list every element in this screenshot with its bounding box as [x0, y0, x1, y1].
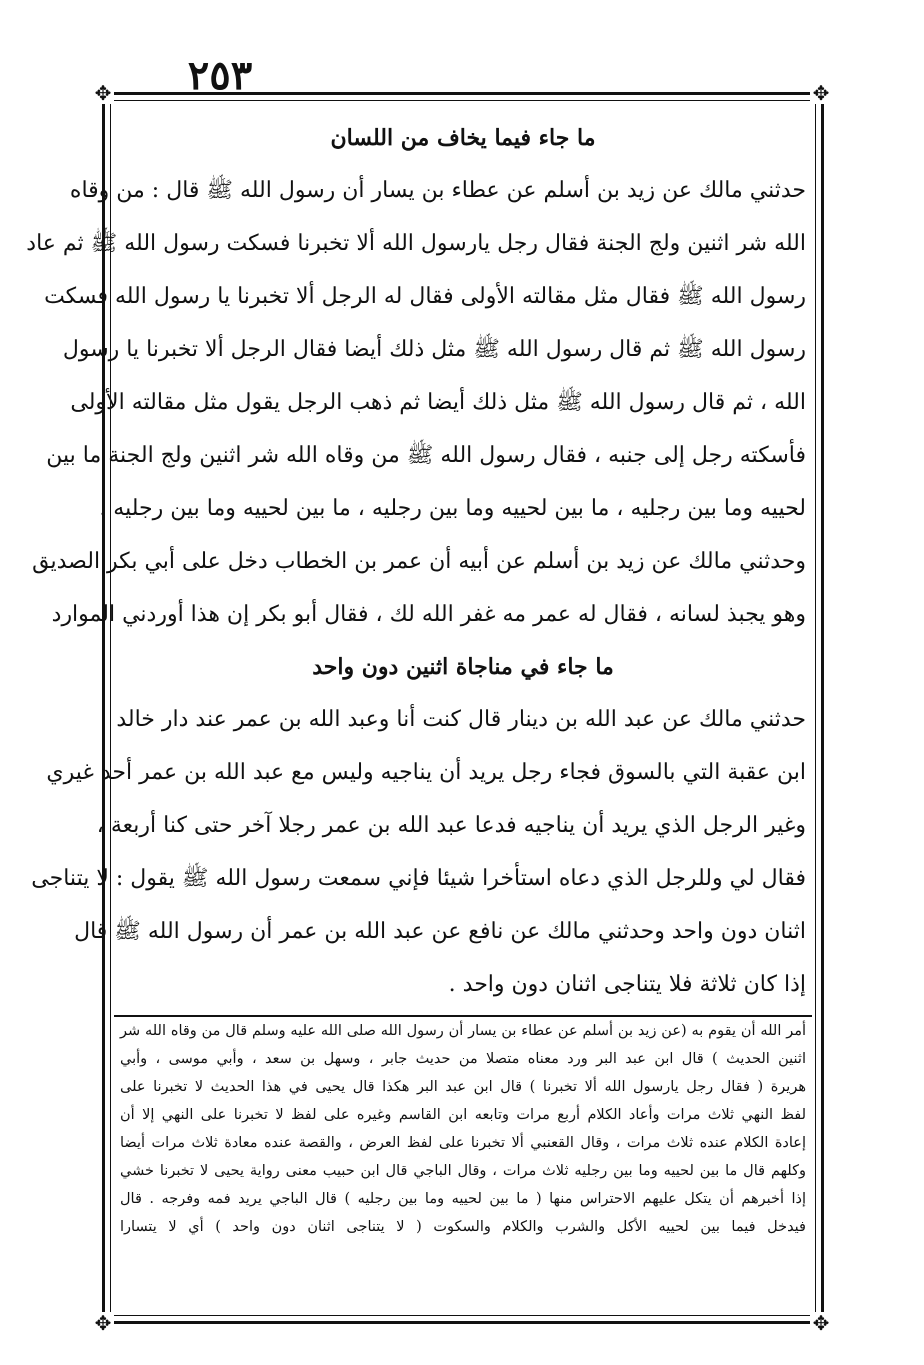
text-line: وحدثني مالك عن زيد بن أسلم عن أبيه أن عمر بن الخطاب دخل على أبي بكر الصديق [32, 549, 806, 574]
text-line: فأسكته رجل إلى جنبه ، فقال رسول الله ﷺ من وقاه الله شر اثنين ولج الجنة ما بين [46, 443, 806, 468]
section-heading: ما جاء فيما يخاف من اللسان [330, 125, 596, 151]
footnote-line: هريرة ( فقال رجل يارسول الله ألا تخبرنا ) قال ابن عبد البر هكذا قال يحيى في هذا الحديث لا تخبرنا على [120, 1079, 806, 1095]
footnote-line: لفظ النهي ثلاث مرات وأعاد الكلام أربع مرات وتابعه ابن القاسم وغيره على لفظ لا تخبرنا على النهي إلا أن [120, 1107, 806, 1123]
section-speech [26, 112, 812, 641]
text-line: وهو يجبذ لسانه ، فقال له عمر مه غفر الله لك ، فقال أبو بكر إن هذا أوردني الموارد [51, 602, 806, 627]
section-whispering [31, 641, 812, 1011]
main-text [26, 112, 812, 1307]
page-number: ٢٥٣ [187, 52, 253, 99]
text-line: الله شر اثنين ولج الجنة فقال رجل يارسول الله ألا تخبرنا فسكت رسول الله ﷺ ثم عاد [26, 231, 806, 256]
corner-ornament-icon: ✥ [92, 1312, 114, 1334]
footnote-line: اثنين الحديث ) قال ابن عبد البر ورد معناه متصلا من حديث جابر ، وسهل بن سعد ، وأبي موسى ، وأبي [120, 1051, 806, 1067]
text-line: ابن عقبة التي بالسوق فجاء رجل يريد أن يناجيه وليس مع عبد الله بن عمر أحد غيري [46, 760, 806, 785]
text-line: رسول الله ﷺ ثم قال رسول الله ﷺ مثل ذلك أيضا فقال الرجل ألا تخبرنا يا رسول [62, 337, 806, 362]
corner-ornament-icon: ✥ [810, 82, 832, 104]
corner-ornament-icon: ✥ [810, 1312, 832, 1334]
footnote-line: إذا أخبرهم أن يتكل عليهم الاحتراس منها ( ما بين لحييه وما بين رجليه ) قال الباجي يريد فمه وفرجه . قال [120, 1191, 806, 1207]
text-line: حدثني مالك عن زيد بن أسلم عن عطاء بن يسار أن رسول الله ﷺ قال : من وقاه [69, 178, 806, 203]
text-line: لحييه وما بين رجليه ، ما بين لحييه وما بين رجليه ، ما بين لحييه وما بين رجليه . [99, 496, 806, 521]
text-line: اثنان دون واحد وحدثني مالك عن نافع عن عبد الله بن عمر أن رسول الله ﷺ قال [74, 919, 806, 944]
corner-ornament-icon: ✥ [92, 82, 114, 104]
footnote-line: وكلهم قال ما بين لحييه وما بين رجليه ثلاث مرات ، وقال الباجي قال ابن حبيب معنى رواية يحيى لا تخبرنا خشي [120, 1163, 806, 1179]
text-line: وغير الرجل الذي يريد أن يناجيه فدعا عبد الله بن عمر رجلا آخر حتى كنا أربعة ، [96, 813, 806, 838]
footnotes [114, 1017, 812, 1241]
text-line: حدثني مالك عن عبد الله بن دينار قال كنت أنا وعبد الله بن عمر عند دار خالد [116, 707, 806, 732]
section-heading: ما جاء في مناجاة اثنين دون واحد [312, 654, 614, 680]
text-line: إذا كان ثلاثة فلا يتناجى اثنان دون واحد . [448, 972, 806, 997]
text-line: الله ، ثم قال رسول الله ﷺ مثل ذلك أيضا ثم ذهب الرجل يقول مثل مقالته الأولى [70, 390, 806, 415]
footnote-line: فيدخل فيما بين لحييه الأكل والشرب والكلام والسكوت ( لا يتناجى اثنان دون واحد ) أي لا يتسارا [120, 1219, 806, 1235]
text-line: رسول الله ﷺ فقال مثل مقالته الأولى فقال له الرجل ألا تخبرنا يا رسول الله فسكت [44, 284, 806, 309]
text-line: فقال لي وللرجل الذي دعاه استأخرا شيئا فإني سمعت رسول الله ﷺ يقول : لا يتناجى [31, 866, 806, 891]
footnote-line: أمر الله أن يقوم به (عن زيد بن أسلم عن عطاء بن يسار أن رسول الله صلى الله عليه وسلم قال من وقاه الله شر [120, 1023, 806, 1039]
footnote-line: إعادة الكلام عنده ثلاث مرات ، وقال القعنبي ألا تخبرنا على لفظ العرض ، والقصة عنده معادة ثلاث مرات أيضا [120, 1135, 806, 1151]
